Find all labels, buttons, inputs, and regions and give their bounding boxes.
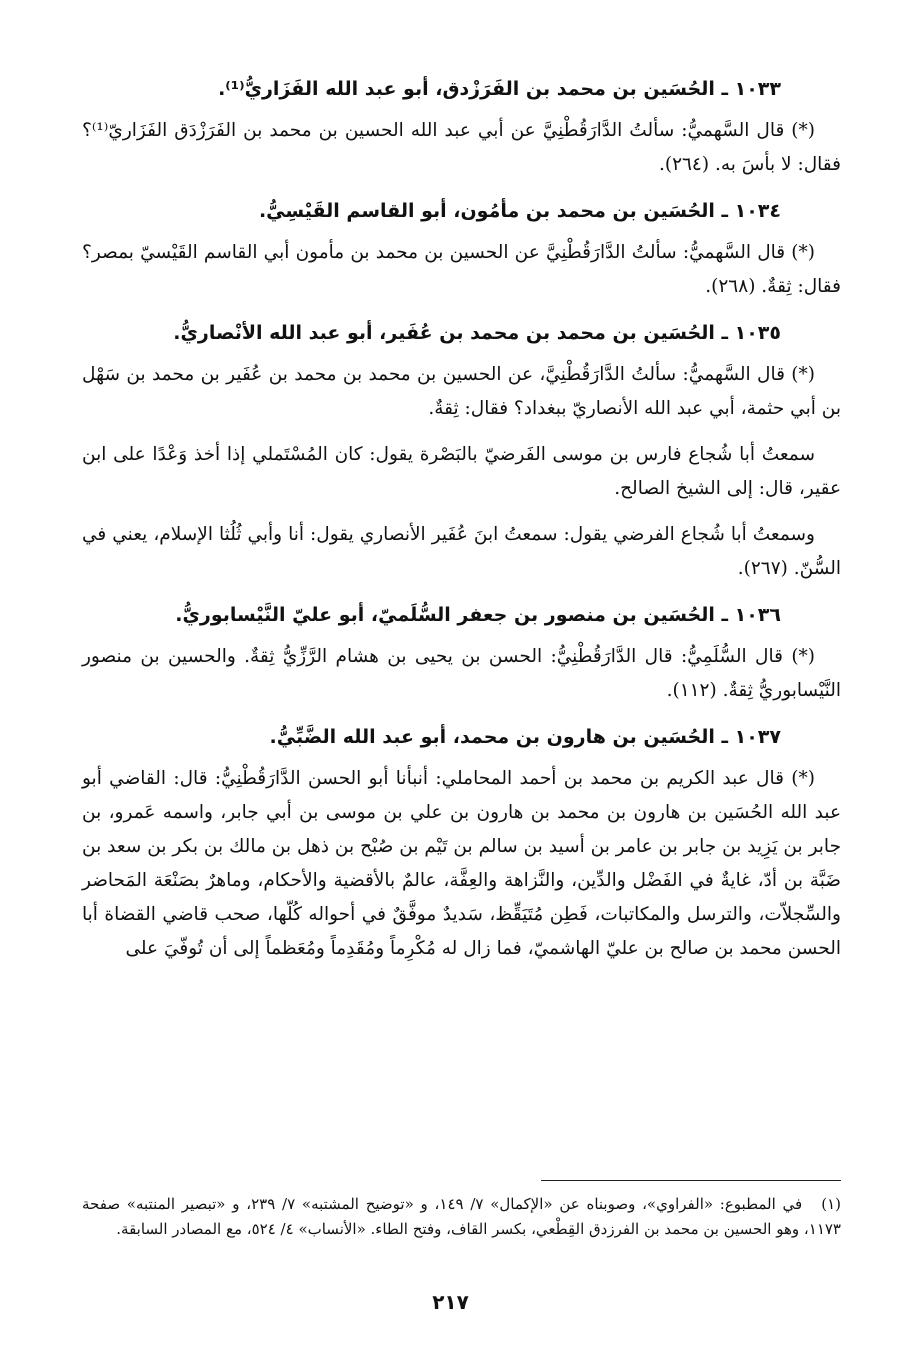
entry-paragraph: سمعتُ أبا شُجاع فارس بن موسى الفَرضيّ بالبَصْرة يقول: كان المُسْتَملي إذا أخذ وَعْدًا على ابن عقير، قال: إلى الشيخ الصالح. bbox=[82, 444, 841, 499]
main-text bbox=[82, 72, 841, 966]
entry-1034 bbox=[82, 194, 841, 304]
entry-title: ١٠٣٦ ـ الحُسَين بن منصور بن جعفر السُّلَميّ، أبو عليّ النَّيْسابوريُّ. bbox=[175, 604, 781, 626]
entry-title: ١٠٣٥ ـ الحُسَين بن محمد بن محمد بن عُفَير، أبو عبد الله الأنْصاريُّ. bbox=[173, 322, 781, 344]
entry-1037 bbox=[82, 720, 841, 966]
footnote-number: (١) bbox=[821, 1195, 841, 1213]
page-number: ٢١٧ bbox=[432, 1290, 469, 1314]
entry-paragraph: وسمعتُ أبا شُجاع الفرضي يقول: سمعتُ ابنَ عُفَير الأنصاري يقول: أنا وأبي ثُلُثا الإسلام، يعني في السُّنّ. (٢٦٧). bbox=[82, 524, 841, 579]
entry-paragraph: (*) قال السَّهميُّ: سألتُ الدَّارَقُطْنِيَّ، عن الحسين بن محمد بن محمد بن عُفَير بن محمد بن سَهْل بن أبي حثمة، أبي عبد الله الأنصاريّ ببغداد؟ فقال: ثِقةٌ. bbox=[82, 364, 841, 419]
entry-paragraph: (*) قال السَّهميُّ: سألتُ الدَّارَقُطْنِيَّ عن الحسين بن محمد بن مأمون أبي القاسم القَيْسيّ بمصر؟ فقال: ثِقةٌ. (٢٦٨). bbox=[82, 242, 841, 297]
entry-1035 bbox=[82, 316, 841, 586]
footnotes bbox=[82, 1192, 841, 1242]
entry-paragraph: (*) قال السَّهميُّ: سألتُ الدَّارَقُطْنِيَّ عن أبي عبد الله الحسين بن محمد بن الفَرَزْدَق الفَزَاريّ⁽¹⁾؟ فقال: لا بأسَ به. (٢٦٤). bbox=[82, 120, 841, 175]
footnote-text: في المطبوع: «الفراوي»، وصوبناه عن «الإكمال» ٧/ ١٤٩، و «توضيح المشتبه» ٧/ ٢٣٩، و «تبصير المنتبه» صفحة ١١٧٣، وهو الحسين بن محمد بن الفرزدق القِطْعي، بكسر القاف، وفتح الطاء. «الأنساب» ٤/ ٥٢٤، مع المصادر السابقة. bbox=[82, 1195, 841, 1238]
entry-1033 bbox=[82, 72, 841, 182]
entry-paragraph: (*) قال السُّلَمِيُّ: قال الدَّارَقُطْنِيُّ: الحسن بن يحيى بن هشام الرَّزِّيُّ ثِقةٌ. والحسين بن منصور النَّيْسابوريُّ ثِقةٌ. (١١٢). bbox=[82, 646, 841, 701]
entry-title: ١٠٣٤ ـ الحُسَين بن محمد بن مأمُون، أبو القاسم القَيْسِيُّ. bbox=[258, 200, 781, 222]
footnote-separator bbox=[541, 1180, 841, 1181]
entry-paragraph: (*) قال عبد الكريم بن محمد بن أحمد المحاملي: أنبأنا أبو الحسن الدَّارَقُطْنِيُّ: قال: القاضي أبو عبد الله الحُسَين بن هارون بن محمد بن هارون بن علي بن موسى بن أبي جابر، واسمه عَمرو، بن جابر بن يَزِيد بن جابر بن عامر بن أسيد بن سالم بن تَيْم بن صُبْح بن ذهل بن مالك بن بكر بن سعد بن ضَبَّة بن أدّ، غايةٌ في الفَضْل والدِّين، والنَّزاهة والعِفَّة، عالمٌ بالأقضية والأحكام، وماهرٌ بصَنْعَة المَحاضر والسِّجلاّت، والترسل والمكاتبات، فَطِن مُتَيَقِّظ، سَديدٌ موفَّقٌ في أحواله كُلّها، صحب قاضي القضاة أبا الحسن محمد بن صالح بن عليّ الهاشميّ، فما زال له مُكْرِماً ومُقَدِماً ومُعَظماً إلى أن تُوفّيَ على bbox=[82, 768, 841, 959]
entry-1036 bbox=[82, 598, 841, 708]
entry-title: ١٠٣٣ ـ الحُسَين بن محمد بن الفَرَزْدق، أبو عبد الله الفَزَاريُّ⁽¹⁾. bbox=[218, 78, 781, 100]
entry-title: ١٠٣٧ ـ الحُسَين بن هارون بن محمد، أبو عبد الله الضَّبِّيُّ. bbox=[269, 726, 781, 748]
